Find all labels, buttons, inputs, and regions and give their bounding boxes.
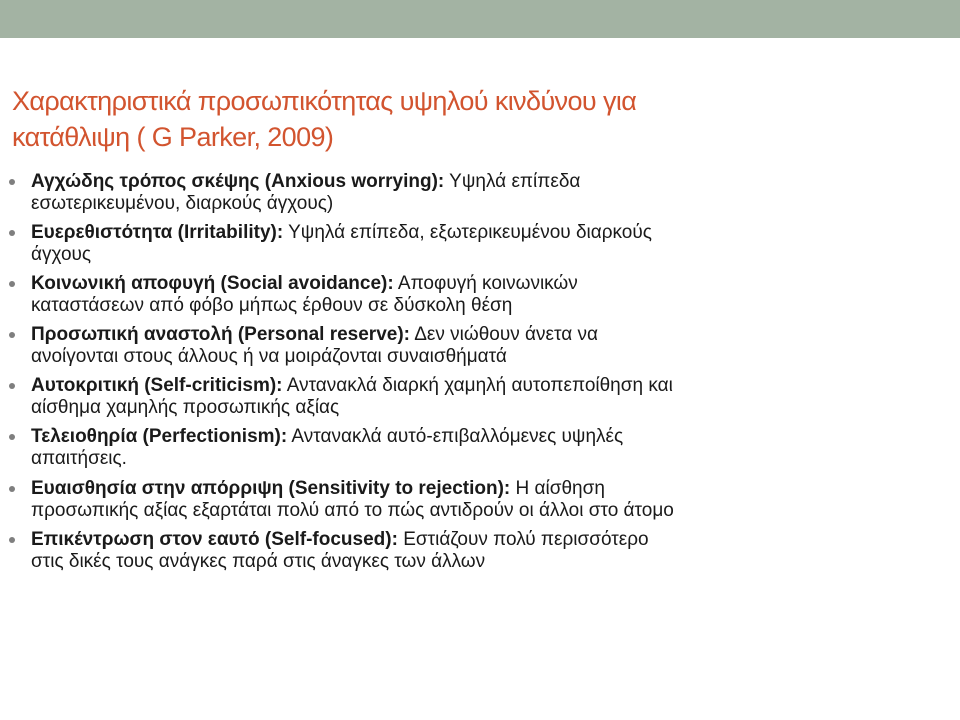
- bullet-term: Ευαισθησία στην απόρριψη (Sensitivity to rejection):: [31, 477, 511, 499]
- bullet-term: Προσωπική αναστολή (Personal reserve):: [31, 324, 410, 346]
- bullet-term: Τελειοθηρία (Perfectionism):: [31, 426, 288, 448]
- bullet-line-2: καταστάσεων από φόβο μήπως έρθουν σε δύσκολη θέση: [31, 295, 513, 317]
- bullet-dot-icon: [9, 332, 15, 338]
- bullet-dot-icon: [9, 230, 15, 236]
- bullet-text: Αποφυγή κοινωνικών: [393, 273, 578, 295]
- bullet-line-2: άγχους: [31, 244, 92, 266]
- bullet-line-2: αίσθημα χαμηλής προσωπικής αξίας: [31, 397, 340, 419]
- bullet-text: Αντανακλά διαρκή χαμηλή αυτοπεποίθηση και: [282, 375, 673, 397]
- bullet-line-2: εσωτερικευμένου, διαρκούς άγχους): [31, 193, 334, 214]
- bullet-line-1: [31, 222, 889, 244]
- bullet-line-1: [31, 478, 889, 500]
- bullet-line-1: [31, 171, 889, 193]
- bullet-dot-icon: [9, 434, 15, 440]
- bullet-term: Κοινωνική αποφυγή (Social avoidance):: [31, 273, 394, 295]
- bullet-item-personal-reserve: [9, 324, 889, 368]
- bullet-line-2: απαιτήσεις.: [31, 448, 127, 470]
- bullet-term: Ευερεθιστότητα (Irritability):: [31, 222, 284, 244]
- bullet-text: Υψηλά επίπεδα, εξωτερικευμένου διαρκούς: [283, 222, 652, 244]
- bullet-item-anxious-worrying: [9, 171, 889, 215]
- bullet-term: Αυτοκριτική (Self-criticism):: [31, 375, 283, 397]
- bullet-item-self-focused: [9, 529, 889, 573]
- bullet-line-1: [31, 273, 889, 295]
- bullet-dot-icon: [9, 179, 15, 185]
- bullet-term: Επικέντρωση στον εαυτό (Self-focused):: [31, 528, 398, 550]
- bullet-line-2: στις δικές τους ανάγκες παρά στις άναγκες των άλλων: [31, 550, 486, 572]
- bullet-line-2: ανοίγονται στους άλλους ή να μοιράζονται συναισθήματά: [31, 346, 507, 368]
- bullet-list: [9, 171, 889, 580]
- bullet-text: Δεν νιώθουν άνετα να: [409, 324, 598, 346]
- bullet-line-2: προσωπικής αξίας εξαρτάται πολύ από το πώς αντιδρούν οι άλλοι στο άτομο: [31, 499, 674, 521]
- bullet-item-social-avoidance: [9, 273, 889, 317]
- slide-top-band: [0, 0, 960, 38]
- bullet-text: Υψηλά επίπεδα: [444, 171, 581, 192]
- slide-title-line-1: Χαρακτηριστικά προσωπικότητας υψηλού κινδύνου για: [12, 86, 637, 116]
- bullet-line-1: [31, 426, 889, 448]
- bullet-dot-icon: [9, 383, 15, 389]
- bullet-line-1: [31, 529, 889, 551]
- bullet-dot-icon: [9, 486, 15, 492]
- bullet-text: Η αίσθηση: [510, 477, 605, 499]
- bullet-item-sensitivity-to-rejection: [9, 478, 889, 522]
- bullet-item-perfectionism: [9, 426, 889, 470]
- slide-title-line-2: κατάθλιψη ( G Parker, 2009): [12, 122, 334, 152]
- bullet-item-self-criticism: [9, 375, 889, 419]
- bullet-dot-icon: [9, 537, 15, 543]
- bullet-dot-icon: [9, 281, 15, 287]
- bullet-line-1: [31, 324, 889, 346]
- bullet-line-1: [31, 375, 889, 397]
- bullet-text: Αντανακλά αυτό-επιβαλλόμενες υψηλές: [287, 426, 624, 448]
- bullet-item-irritability: [9, 222, 889, 266]
- bullet-term: Αγχώδης τρόπος σκέψης (Anxious worrying):: [31, 171, 445, 192]
- slide-title: [12, 83, 912, 155]
- bullet-text: Εστιάζουν πολύ περισσότερο: [397, 528, 649, 550]
